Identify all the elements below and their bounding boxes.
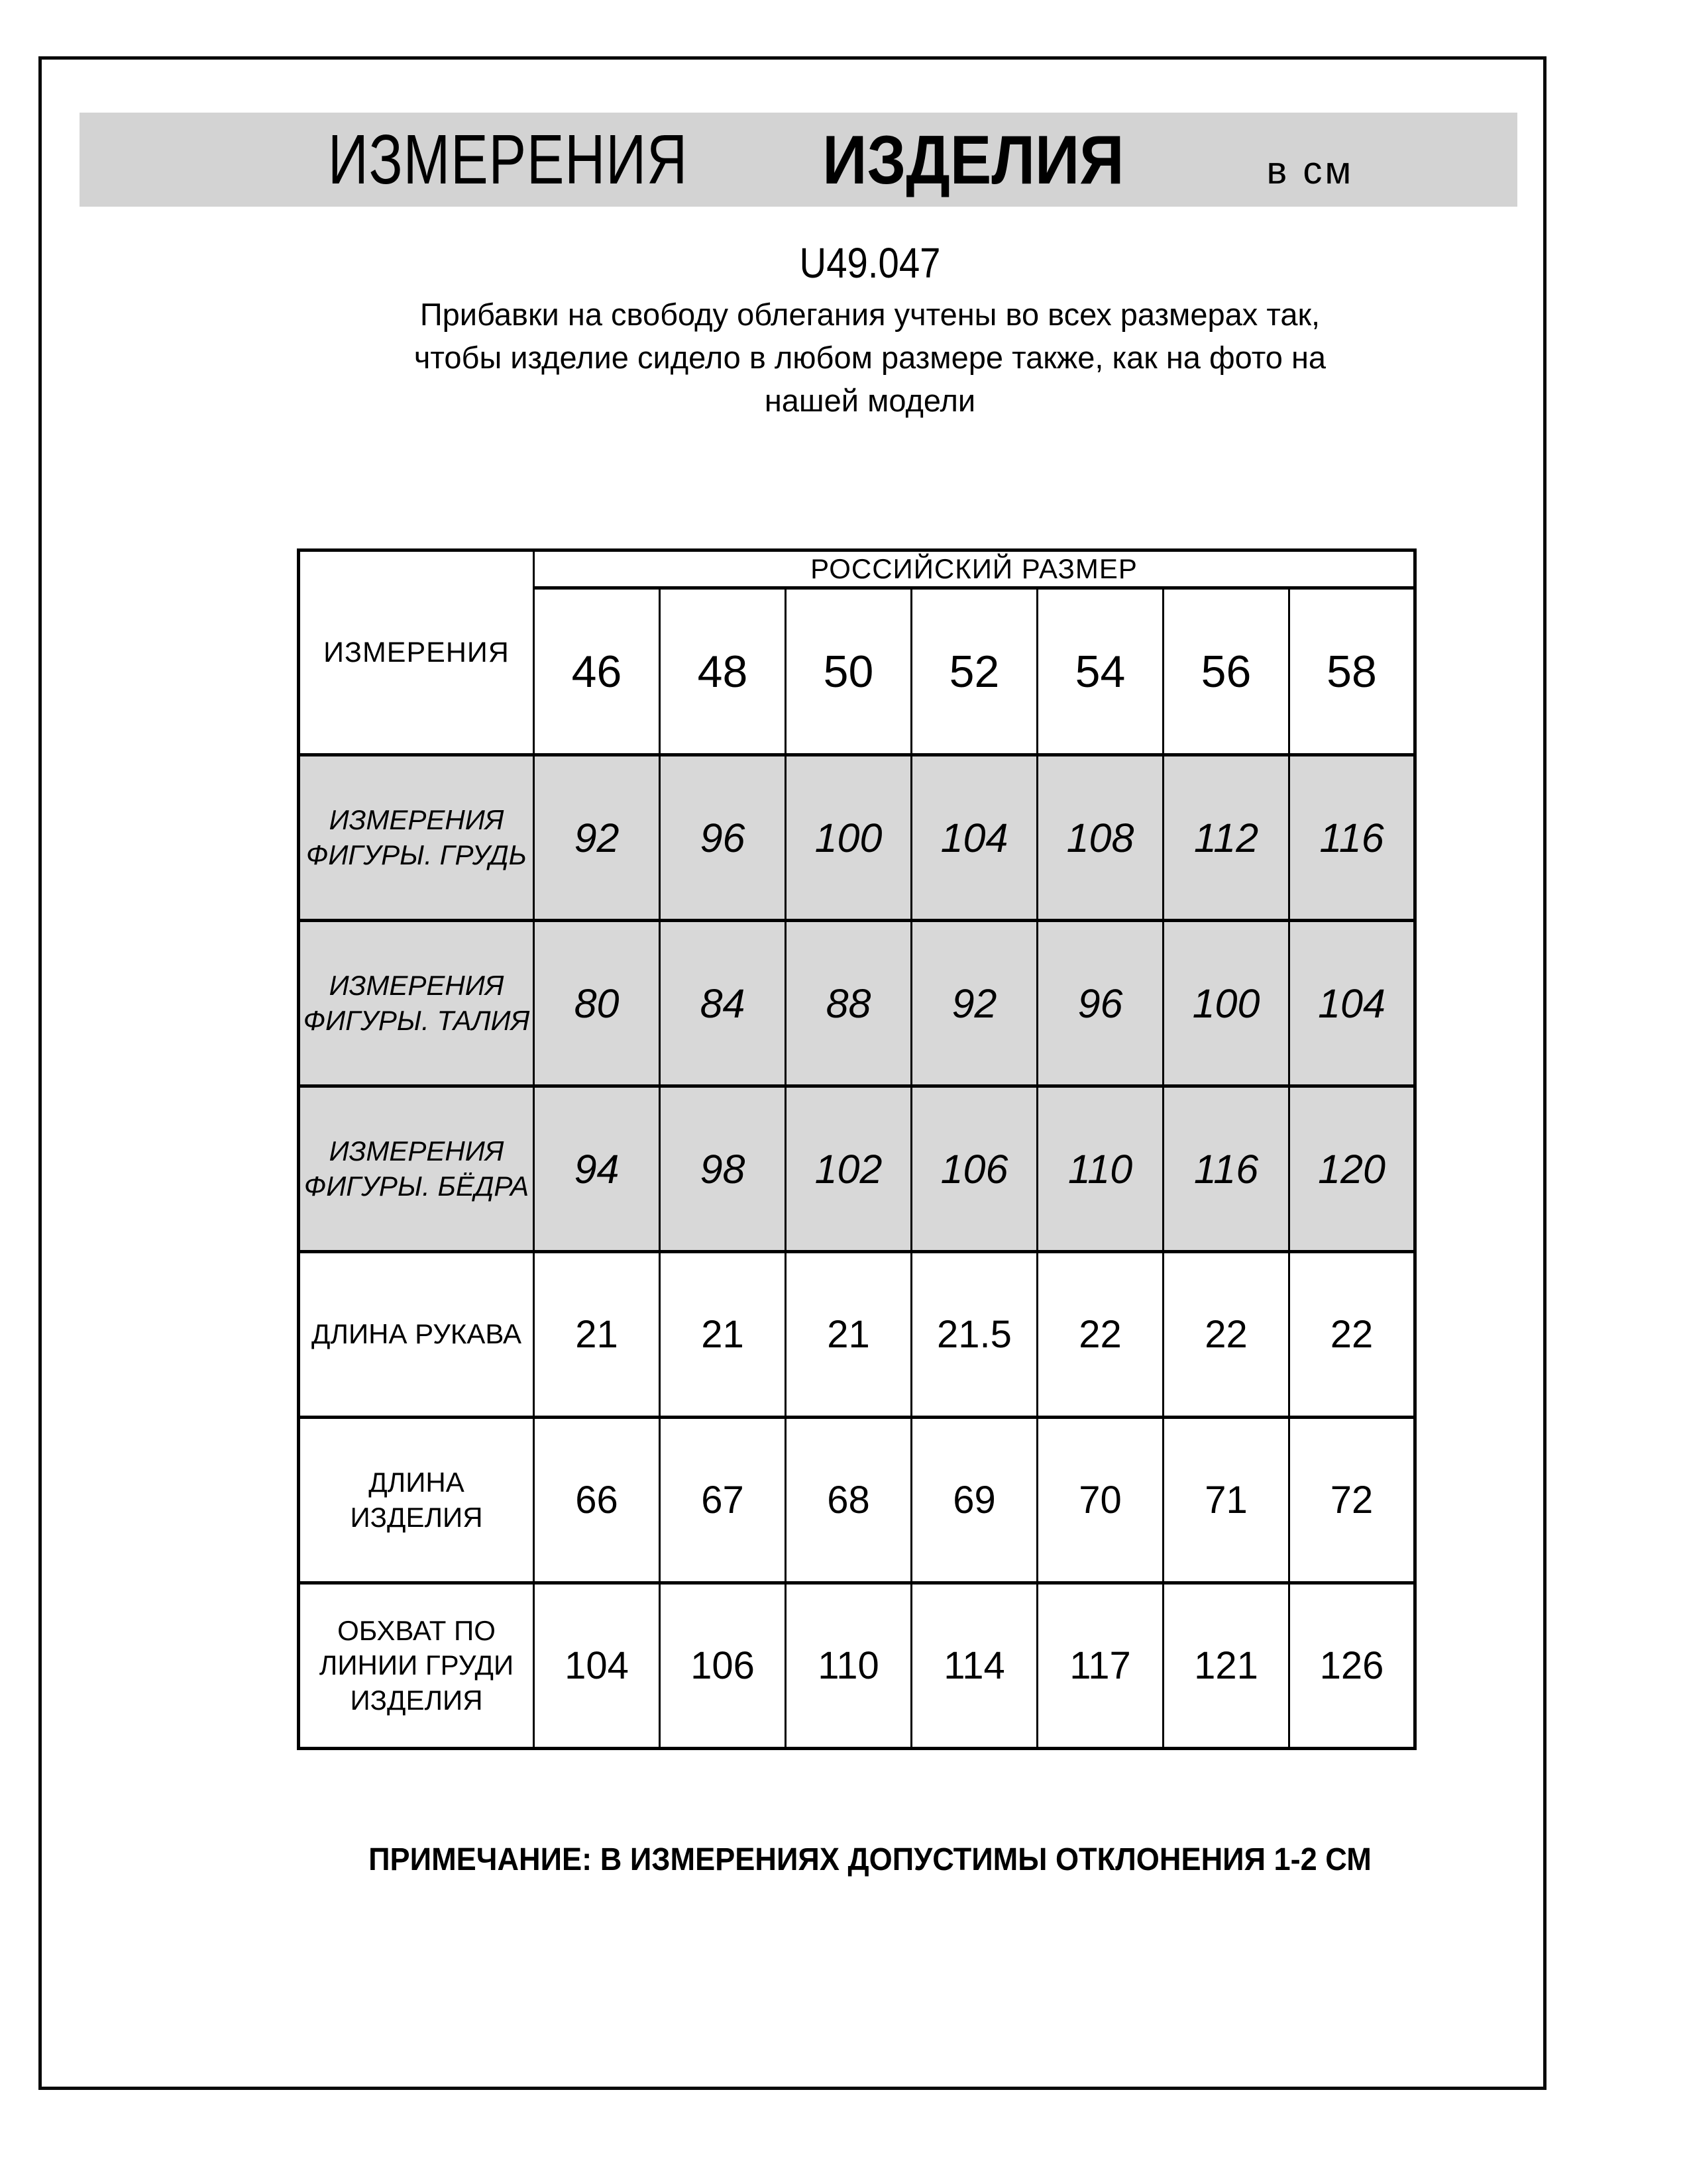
row-label-line: ИЗМЕРЕНИЯ (329, 970, 504, 1002)
row-label-line: ФИГУРЫ. БЁДРА (303, 1170, 529, 1202)
value-cell: 21 (534, 1252, 660, 1418)
value-cell: 22 (1289, 1252, 1415, 1418)
fit-description-line: нашей модели (764, 383, 976, 418)
title-word-izmereniya: ИЗМЕРЕНИЯ (327, 120, 688, 199)
value-cell: 116 (1164, 1086, 1289, 1252)
value-cell: 121 (1164, 1583, 1289, 1749)
value-cell: 72 (1289, 1418, 1415, 1583)
table-row-group-header (299, 550, 1415, 588)
value-cell: 21 (786, 1252, 912, 1418)
title-bar (80, 113, 1517, 207)
value-cell: 116 (1289, 755, 1415, 921)
table-row-figure-hips (299, 1086, 1415, 1252)
row-label-line: ОБХВАТ ПО (337, 1615, 496, 1647)
size-header-cell: 56 (1164, 588, 1289, 755)
size-header-cell: 58 (1289, 588, 1415, 755)
value-cell: 104 (912, 755, 1038, 921)
value-cell: 104 (1289, 921, 1415, 1086)
size-header-cell: 52 (912, 588, 1038, 755)
value-cell: 106 (660, 1583, 786, 1749)
row-label-line: ФИГУРЫ. ГРУДЬ (305, 839, 527, 870)
size-header-cell: 48 (660, 588, 786, 755)
row-label-cell (299, 921, 534, 1086)
value-cell: 88 (786, 921, 912, 1086)
row-label-cell (299, 1252, 534, 1418)
row-label-line: ФИГУРЫ. ТАЛИЯ (303, 1004, 530, 1036)
value-cell: 84 (660, 921, 786, 1086)
tolerance-note: ПРИМЕЧАНИЕ: В ИЗМЕРЕНИЯХ ДОПУСТИМЫ ОТКЛОНЕНИЯ 1-2 СМ (368, 1842, 1372, 1877)
value-cell: 92 (912, 921, 1038, 1086)
row-label-line: ИЗМЕРЕНИЯ (329, 804, 504, 836)
value-cell: 98 (660, 1086, 786, 1252)
fit-description-line: Прибавки на свободу облегания учтены во всех размерах так, (419, 297, 1321, 332)
page-title (283, 120, 1354, 200)
value-cell: 104 (534, 1583, 660, 1749)
row-label-cell (299, 1418, 534, 1583)
value-cell: 96 (660, 755, 786, 921)
row-label-line: ИЗДЕЛИЯ (350, 1684, 483, 1716)
size-header-cell: 54 (1038, 588, 1164, 755)
value-cell: 110 (786, 1583, 912, 1749)
row-label-line: ЛИНИИ ГРУДИ (319, 1649, 514, 1681)
fit-description (214, 293, 1526, 422)
fit-description-line: чтобы изделие сидело в любом размере также, как на фото на (413, 340, 1327, 375)
value-cell: 21.5 (912, 1252, 1038, 1418)
value-cell: 66 (534, 1418, 660, 1583)
row-label-cell (299, 1086, 534, 1252)
measure-header-cell: ИЗМЕРЕНИЯ (299, 550, 534, 755)
title-word-izdeliya: ИЗДЕЛИЯ (822, 121, 1124, 199)
row-label-cell (299, 1583, 534, 1749)
value-cell: 80 (534, 921, 660, 1086)
value-cell: 22 (1038, 1252, 1164, 1418)
table-row-sleeve-length (299, 1252, 1415, 1418)
title-unit-label: в см (1266, 148, 1354, 192)
value-cell: 21 (660, 1252, 786, 1418)
row-label-line: ДЛИНА ИЗДЕЛИЯ (350, 1467, 483, 1533)
table-row-figure-chest (299, 755, 1415, 921)
page-border-frame (38, 56, 1547, 2090)
value-cell: 100 (786, 755, 912, 921)
value-cell: 96 (1038, 921, 1164, 1086)
size-table (297, 548, 1417, 1750)
value-cell: 117 (1038, 1583, 1164, 1749)
value-cell: 68 (786, 1418, 912, 1583)
value-cell: 110 (1038, 1086, 1164, 1252)
value-cell: 114 (912, 1583, 1038, 1749)
row-label-cell (299, 755, 534, 921)
russian-size-header-cell: РОССИЙСКИЙ РАЗМЕР (534, 550, 1415, 588)
value-cell: 67 (660, 1418, 786, 1583)
value-cell: 112 (1164, 755, 1289, 921)
value-cell: 71 (1164, 1418, 1289, 1583)
value-cell: 120 (1289, 1086, 1415, 1252)
table-row-figure-waist (299, 921, 1415, 1086)
value-cell: 106 (912, 1086, 1038, 1252)
table-row-item-length (299, 1418, 1415, 1583)
table-row-chest-girth-item (299, 1583, 1415, 1749)
value-cell: 126 (1289, 1583, 1415, 1749)
row-label-line: ИЗМЕРЕНИЯ (329, 1135, 504, 1167)
size-header-cell: 50 (786, 588, 912, 755)
value-cell: 108 (1038, 755, 1164, 921)
row-label-line: ДЛИНА РУКАВА (311, 1318, 522, 1350)
size-header-cell: 46 (534, 588, 660, 755)
value-cell: 94 (534, 1086, 660, 1252)
value-cell: 92 (534, 755, 660, 921)
value-cell: 69 (912, 1418, 1038, 1583)
value-cell: 100 (1164, 921, 1289, 1086)
product-code: U49.047 (799, 239, 941, 287)
value-cell: 22 (1164, 1252, 1289, 1418)
value-cell: 102 (786, 1086, 912, 1252)
value-cell: 70 (1038, 1418, 1164, 1583)
